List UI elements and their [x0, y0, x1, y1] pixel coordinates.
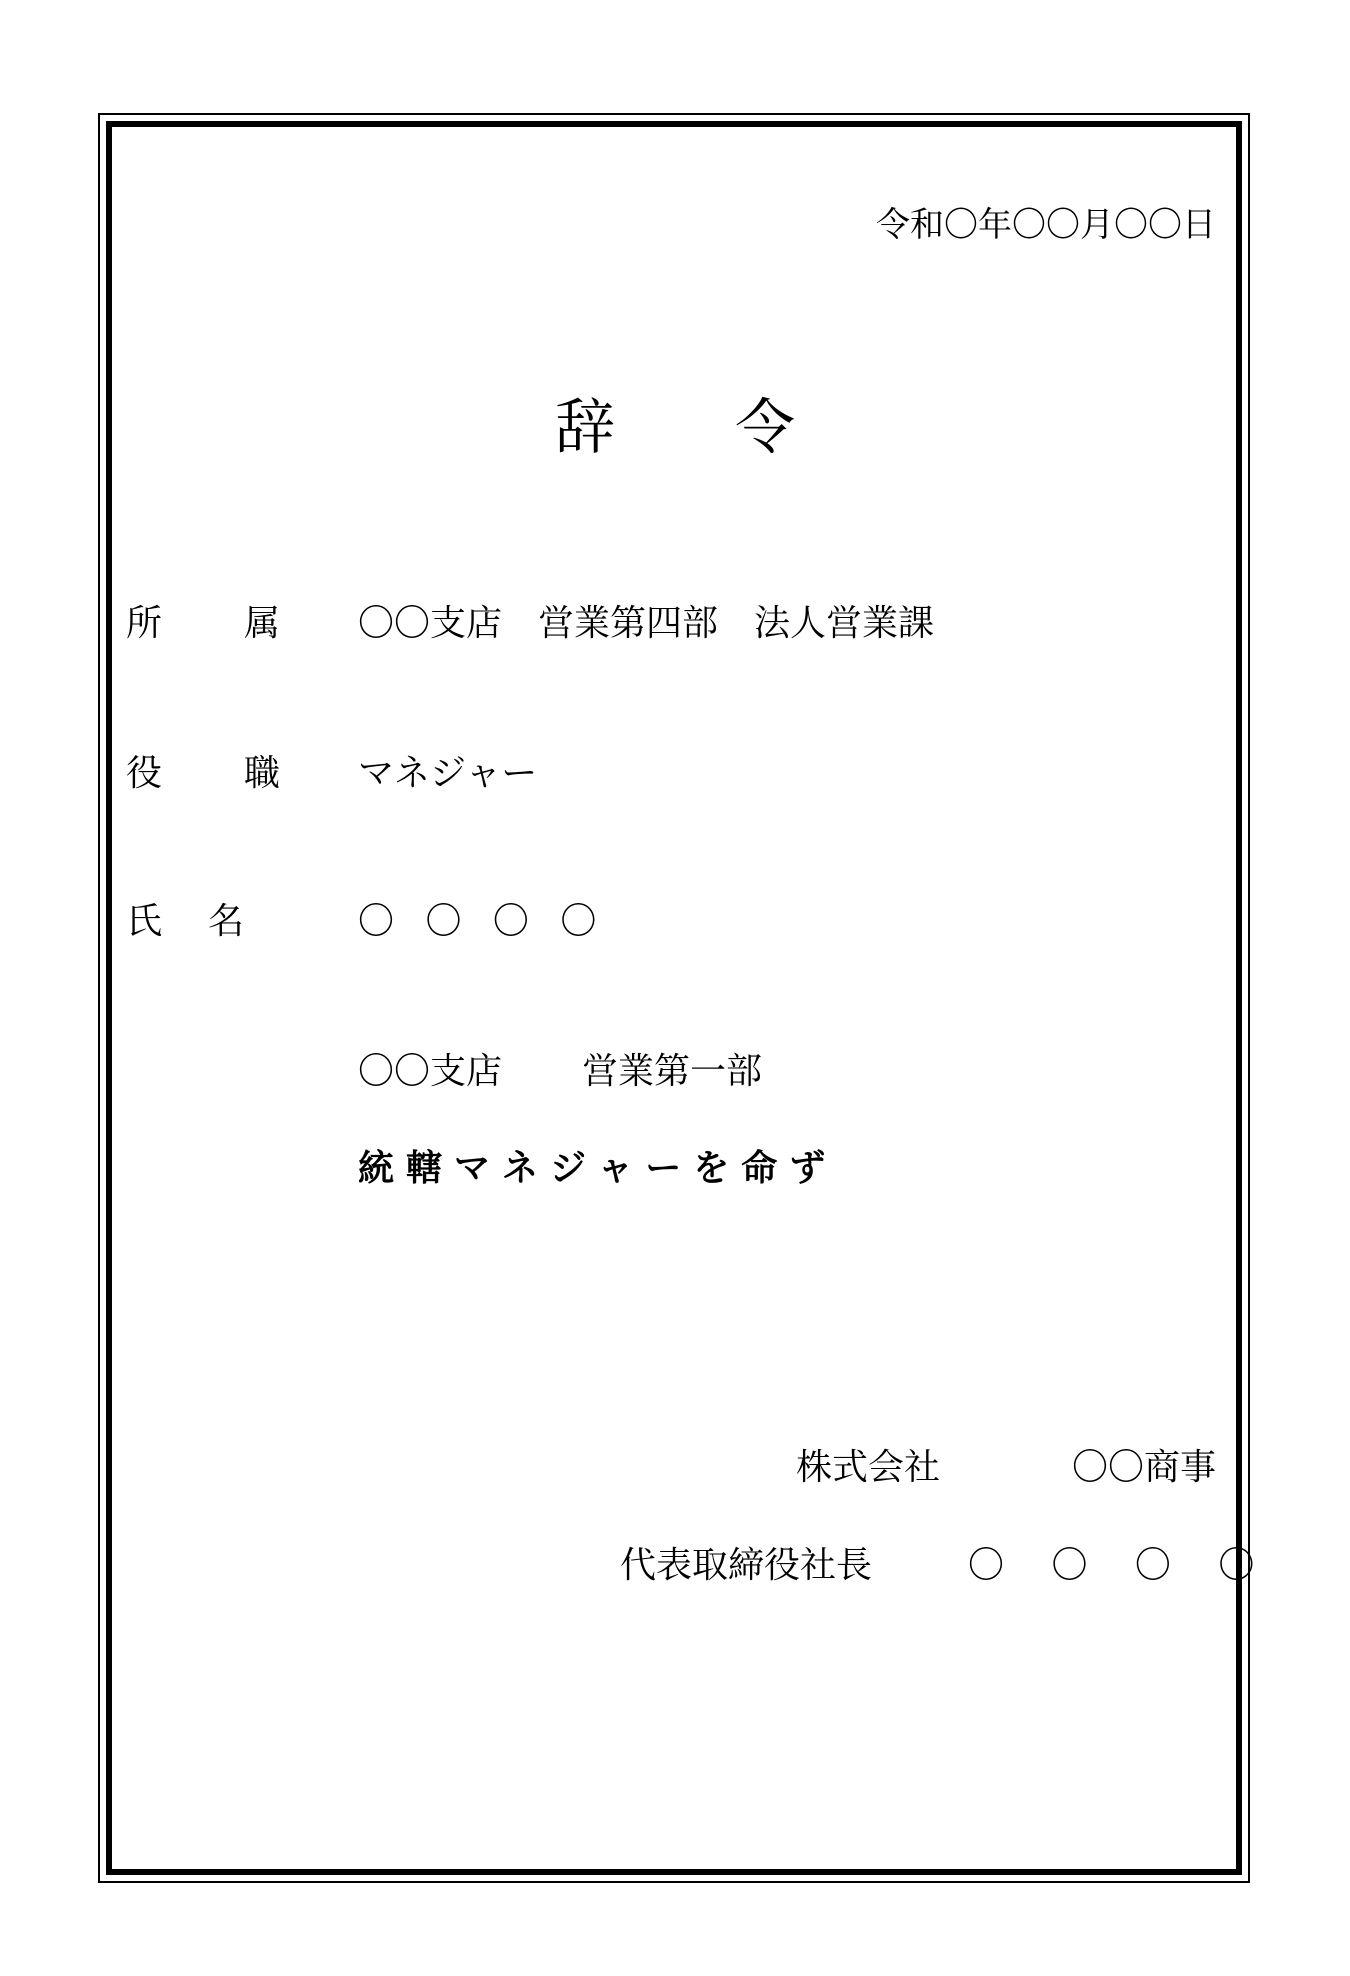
company-type: 株式会社	[796, 1447, 941, 1488]
order-branch: 〇〇支店	[358, 1051, 503, 1092]
inner-border	[106, 121, 1242, 1875]
affiliation-label-char-1: 所	[126, 603, 163, 644]
document-title	[0, 393, 1350, 463]
issue-date: 令和〇年〇〇月〇〇日	[876, 205, 1216, 245]
order-line-2: 統轄マネジャーを命ず	[358, 1147, 838, 1189]
order-department: 営業第一部	[582, 1051, 763, 1092]
affiliation-label-char-2: 属	[244, 603, 281, 644]
name-label-char-1: 氏	[126, 901, 163, 942]
signer-title: 代表取締役社長	[620, 1545, 873, 1586]
signer-name: 〇 〇 〇 〇	[968, 1545, 1273, 1586]
affiliation-label	[126, 603, 281, 644]
position-value: マネジャー	[358, 753, 538, 794]
position-label	[126, 753, 281, 794]
position-label-char-2: 職	[244, 753, 281, 794]
title-char-1: 辞	[555, 393, 615, 463]
name-value: 〇 〇 〇 〇	[358, 901, 607, 942]
company-name: 〇〇商事	[1072, 1447, 1217, 1488]
affiliation-value: 〇〇支店 営業第四部 法人営業課	[358, 603, 935, 644]
title-char-2: 令	[735, 393, 795, 463]
position-label-char-1: 役	[126, 753, 163, 794]
order-line-1	[358, 1051, 763, 1092]
name-label	[126, 901, 245, 942]
name-label-char-2: 名	[208, 901, 245, 942]
